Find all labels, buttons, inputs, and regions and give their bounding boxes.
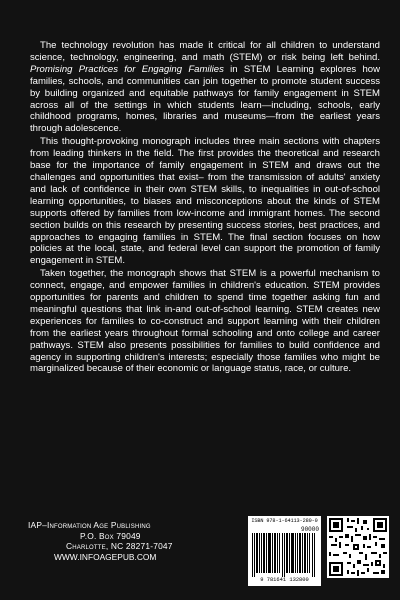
barcode-digits: 9 781641 132800 (260, 577, 309, 583)
blurb-paragraph-3: Taken together, the monograph shows that STEM is a powerful mechanism to connect, engage, and empower families in children's education. STEM provides opportunities for parents and children to spend time together asking fun and meaningful questions that link in-and out-of-school learning. STEM creates new experiences for families to co-construct and support learning with their children from the earliest years throughout formal schooling and onto college and career pathways. STEM also presents possibilities for families to build confidence and agency in supporting children's interests; especially those families who might be marginalized because of their economic or language status, race, or culture. (30, 268, 380, 375)
qr-code-icon (327, 516, 389, 578)
blurb-text: The technology revolution has made it critical for all children to understand science, technology, engineering, and math (STEM) or risk being left behind. (30, 40, 380, 63)
book-title-italic: Promising Practices for Engaging Families (30, 63, 224, 75)
blurb-paragraph-1 (30, 40, 380, 135)
barcode-icon (248, 516, 321, 586)
barcode-bars (251, 533, 318, 577)
publisher-name: IAP–Information Age Publishing (28, 520, 151, 530)
publisher-pobox: P.O. Box 79049 (80, 530, 141, 541)
isbn-label: ISBN 978-1-64113-280-0 (251, 518, 318, 524)
blurb-text: in STEM Learning explores how families, schools, and communities can join together to promote student success by building organized and equitable pathways for family engagement in STEM across all of the settings in which students learn—including, schools, early childhood programs, homes, libraries and museums—from the earliest years through adolescence. (30, 63, 381, 135)
back-cover-blurb (30, 40, 380, 376)
qr-code-graphic (327, 516, 389, 578)
publisher-city: Charlotte, NC 28271-7047 (66, 541, 173, 552)
blurb-paragraph-2: This thought-provoking monograph includes three main sections with chapters from leading thinkers in the field. The first provides the theoretical and research base for the importance of family engagement in STEM and draws out the challenges and opportunities that exist– from the transmission of adults' anxiety and lack of confidence in their own STEM skills, to inequalities in out-of-school learning opportunities, to biases and misconceptions about the kinds of STEM supports offered by families from low-income and immigrant homes. The second section builds on this research by presenting success stories, best practices, and approaches to engaging families in STEM. The final section focuses on how policies at the local, state, and federal level can support the promotion of family engagement in STEM. (30, 136, 380, 267)
price-code: 90000 (300, 526, 319, 533)
publisher-info (28, 520, 228, 562)
publisher-url: WWW.INFOAGEPUB.COM (54, 551, 157, 562)
